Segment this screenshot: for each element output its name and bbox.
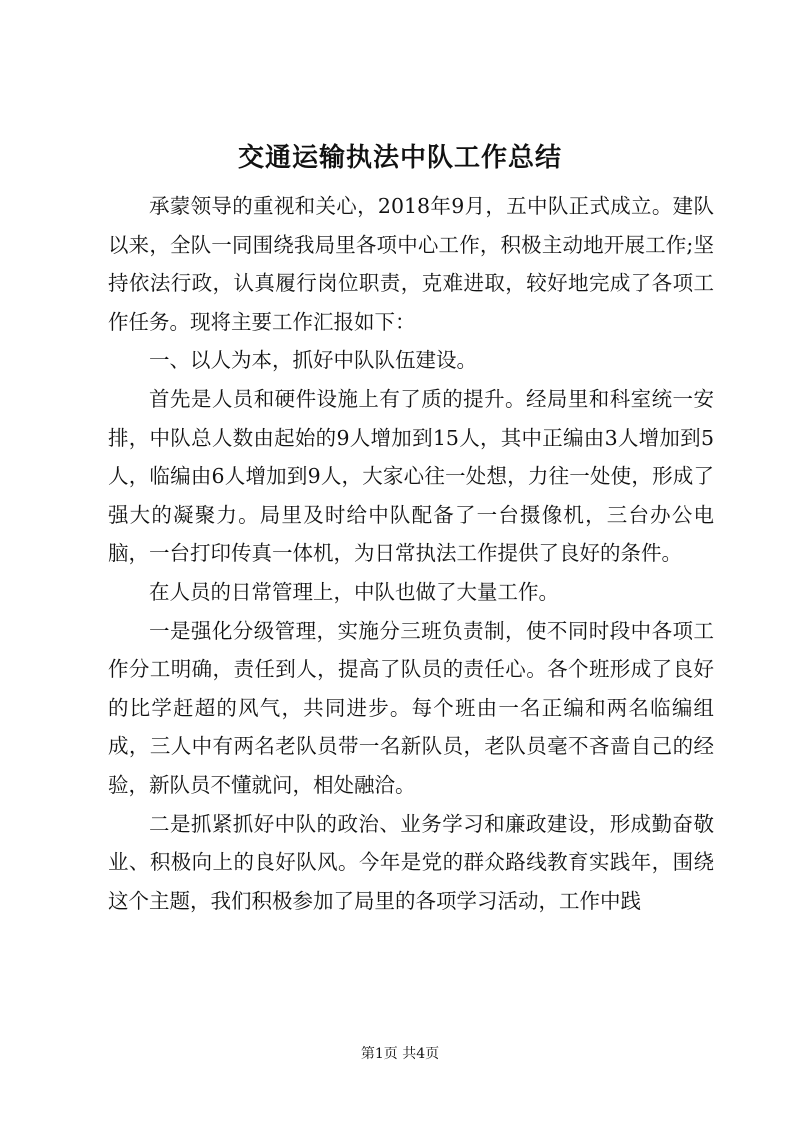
paragraph-daily-management: 在人员的日常管理上，中队也做了大量工作。 (149, 579, 559, 604)
page-number-footer: 第1页 共4页 (360, 1046, 440, 1062)
section-heading-1: 一、以人为本，抓好中队队伍建设。 (149, 348, 477, 373)
paragraph-personnel: 首先是人员和硬件设施上有了质的提升。经局里和科室统一安排，中队总人数由起始的9人增加到15人，其中正编由3人增加到5人，临编由6人增加到9人，大家心往一处想，力往一处使，形成了强大的凝聚力。局里及时给中队配备了一台摄像机，三台办公电脑，一台打印传真一体机，为日常执法工作提供了良好的条件。 (108, 386, 714, 566)
paragraph-point-two: 二是抓紧抓好中队的政治、业务学习和廉政建设，形成勤奋敬业、积极向上的良好队风。今年是党的群众路线教育实践年，围绕这个主题，我们积极参加了局里的各项学习活动，工作中践 (108, 811, 714, 913)
document-body (108, 187, 714, 920)
paragraph-point-one: 一是强化分级管理，实施分三班负责制，使不同时段中各项工作分工明确，责任到人，提高了队员的责任心。各个班形成了良好的比学赶超的风气，共同进步。每个班由一名正编和两名临编组成，三人中有两名老队员带一名新队员，老队员毫不吝啬自己的经验，新队员不懂就问，相处融洽。 (108, 618, 714, 797)
document-title: 交通运输执法中队工作总结 (237, 143, 562, 173)
paragraph-intro: 承蒙领导的重视和关心，2018年9月，五中队正式成立。建队以来，全队一同围绕我局里各项中心工作，积极主动地开展工作;坚持依法行政，认真履行岗位职责，克难进取，较好地完成了各项工作任务。现将主要工作汇报如下： (108, 194, 714, 334)
